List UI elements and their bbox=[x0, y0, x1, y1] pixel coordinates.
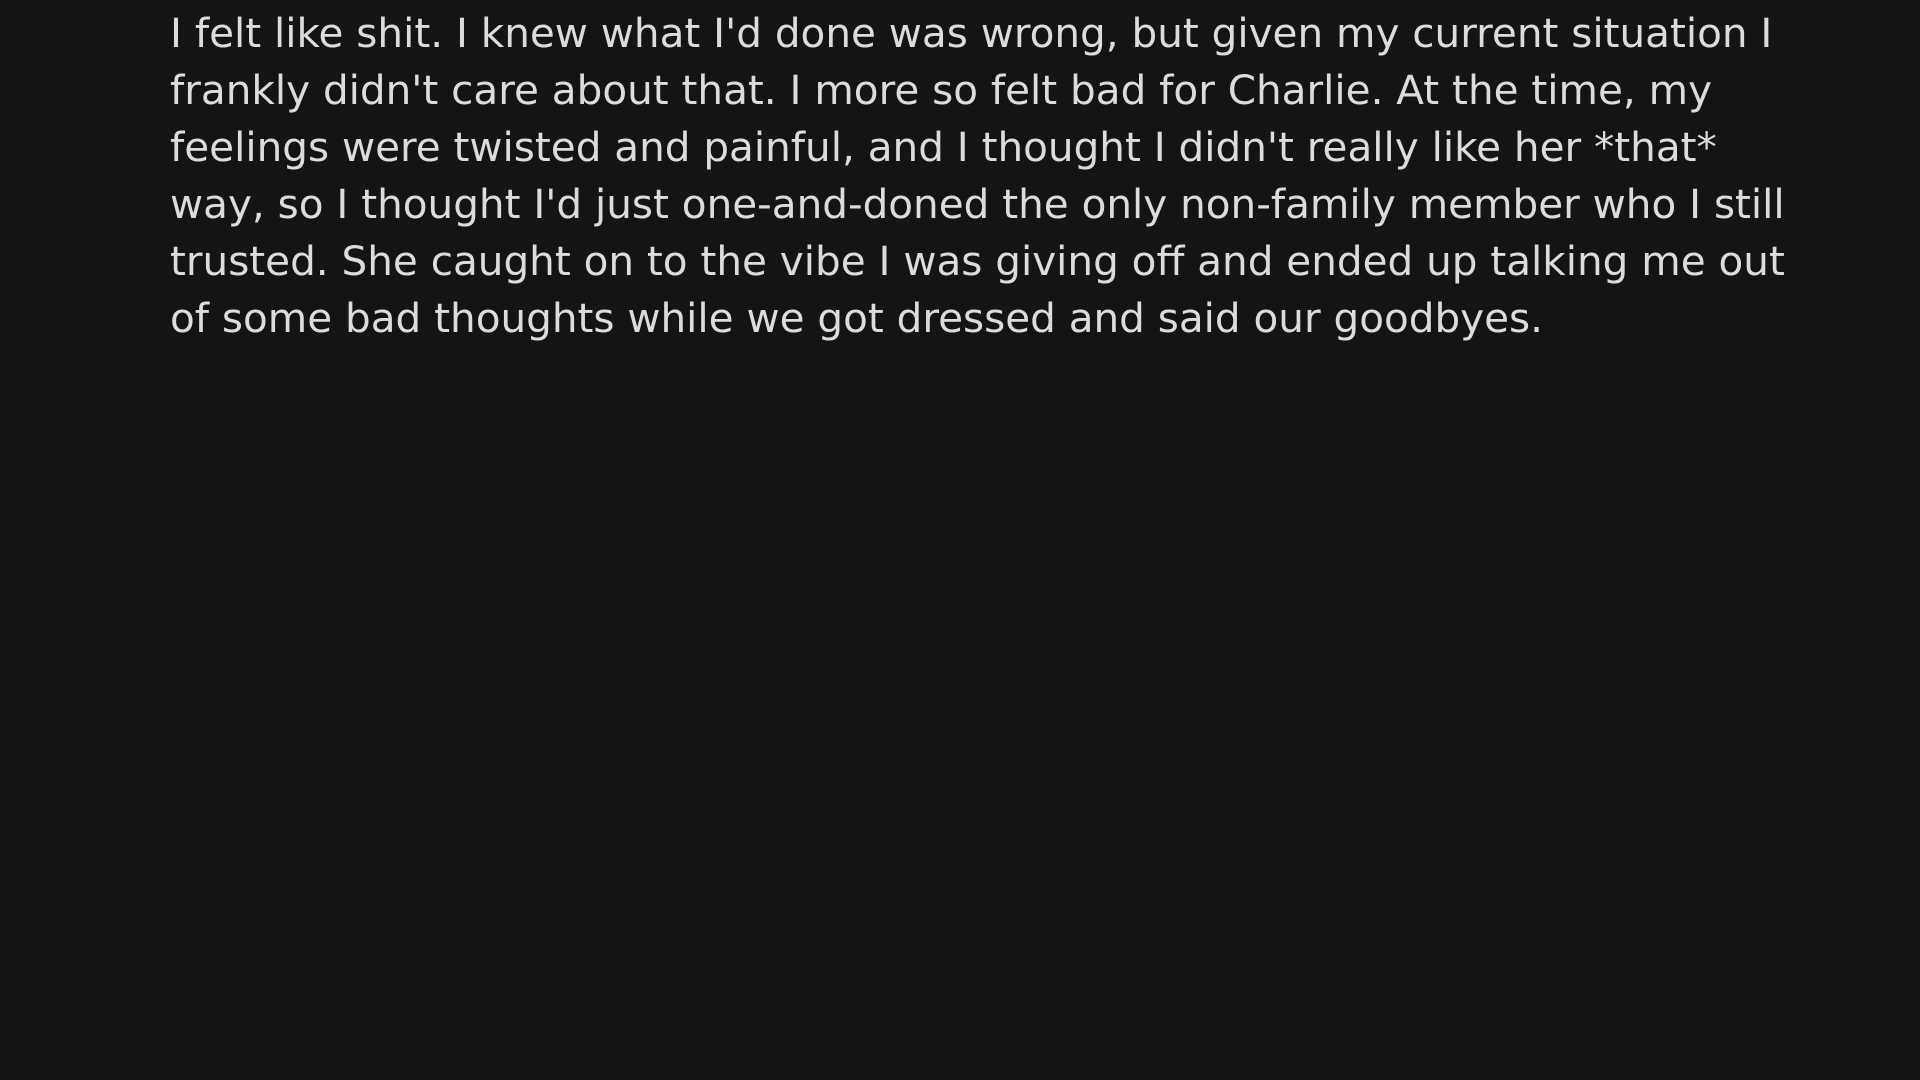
story-paragraph: I felt like shit. I knew what I'd done was wrong, but given my current situation I frankly didn't care about that. I more so felt bad for Charlie. At the time, my feelings were twisted and painful, and I thought I didn't really like her *that* way, so I thought I'd just one-and-doned the only non-family member who I still trusted. She caught on to the vibe I was giving off and ended up talking me out of some bad thoughts while we got dressed and said our goodbyes. bbox=[170, 9, 1785, 342]
